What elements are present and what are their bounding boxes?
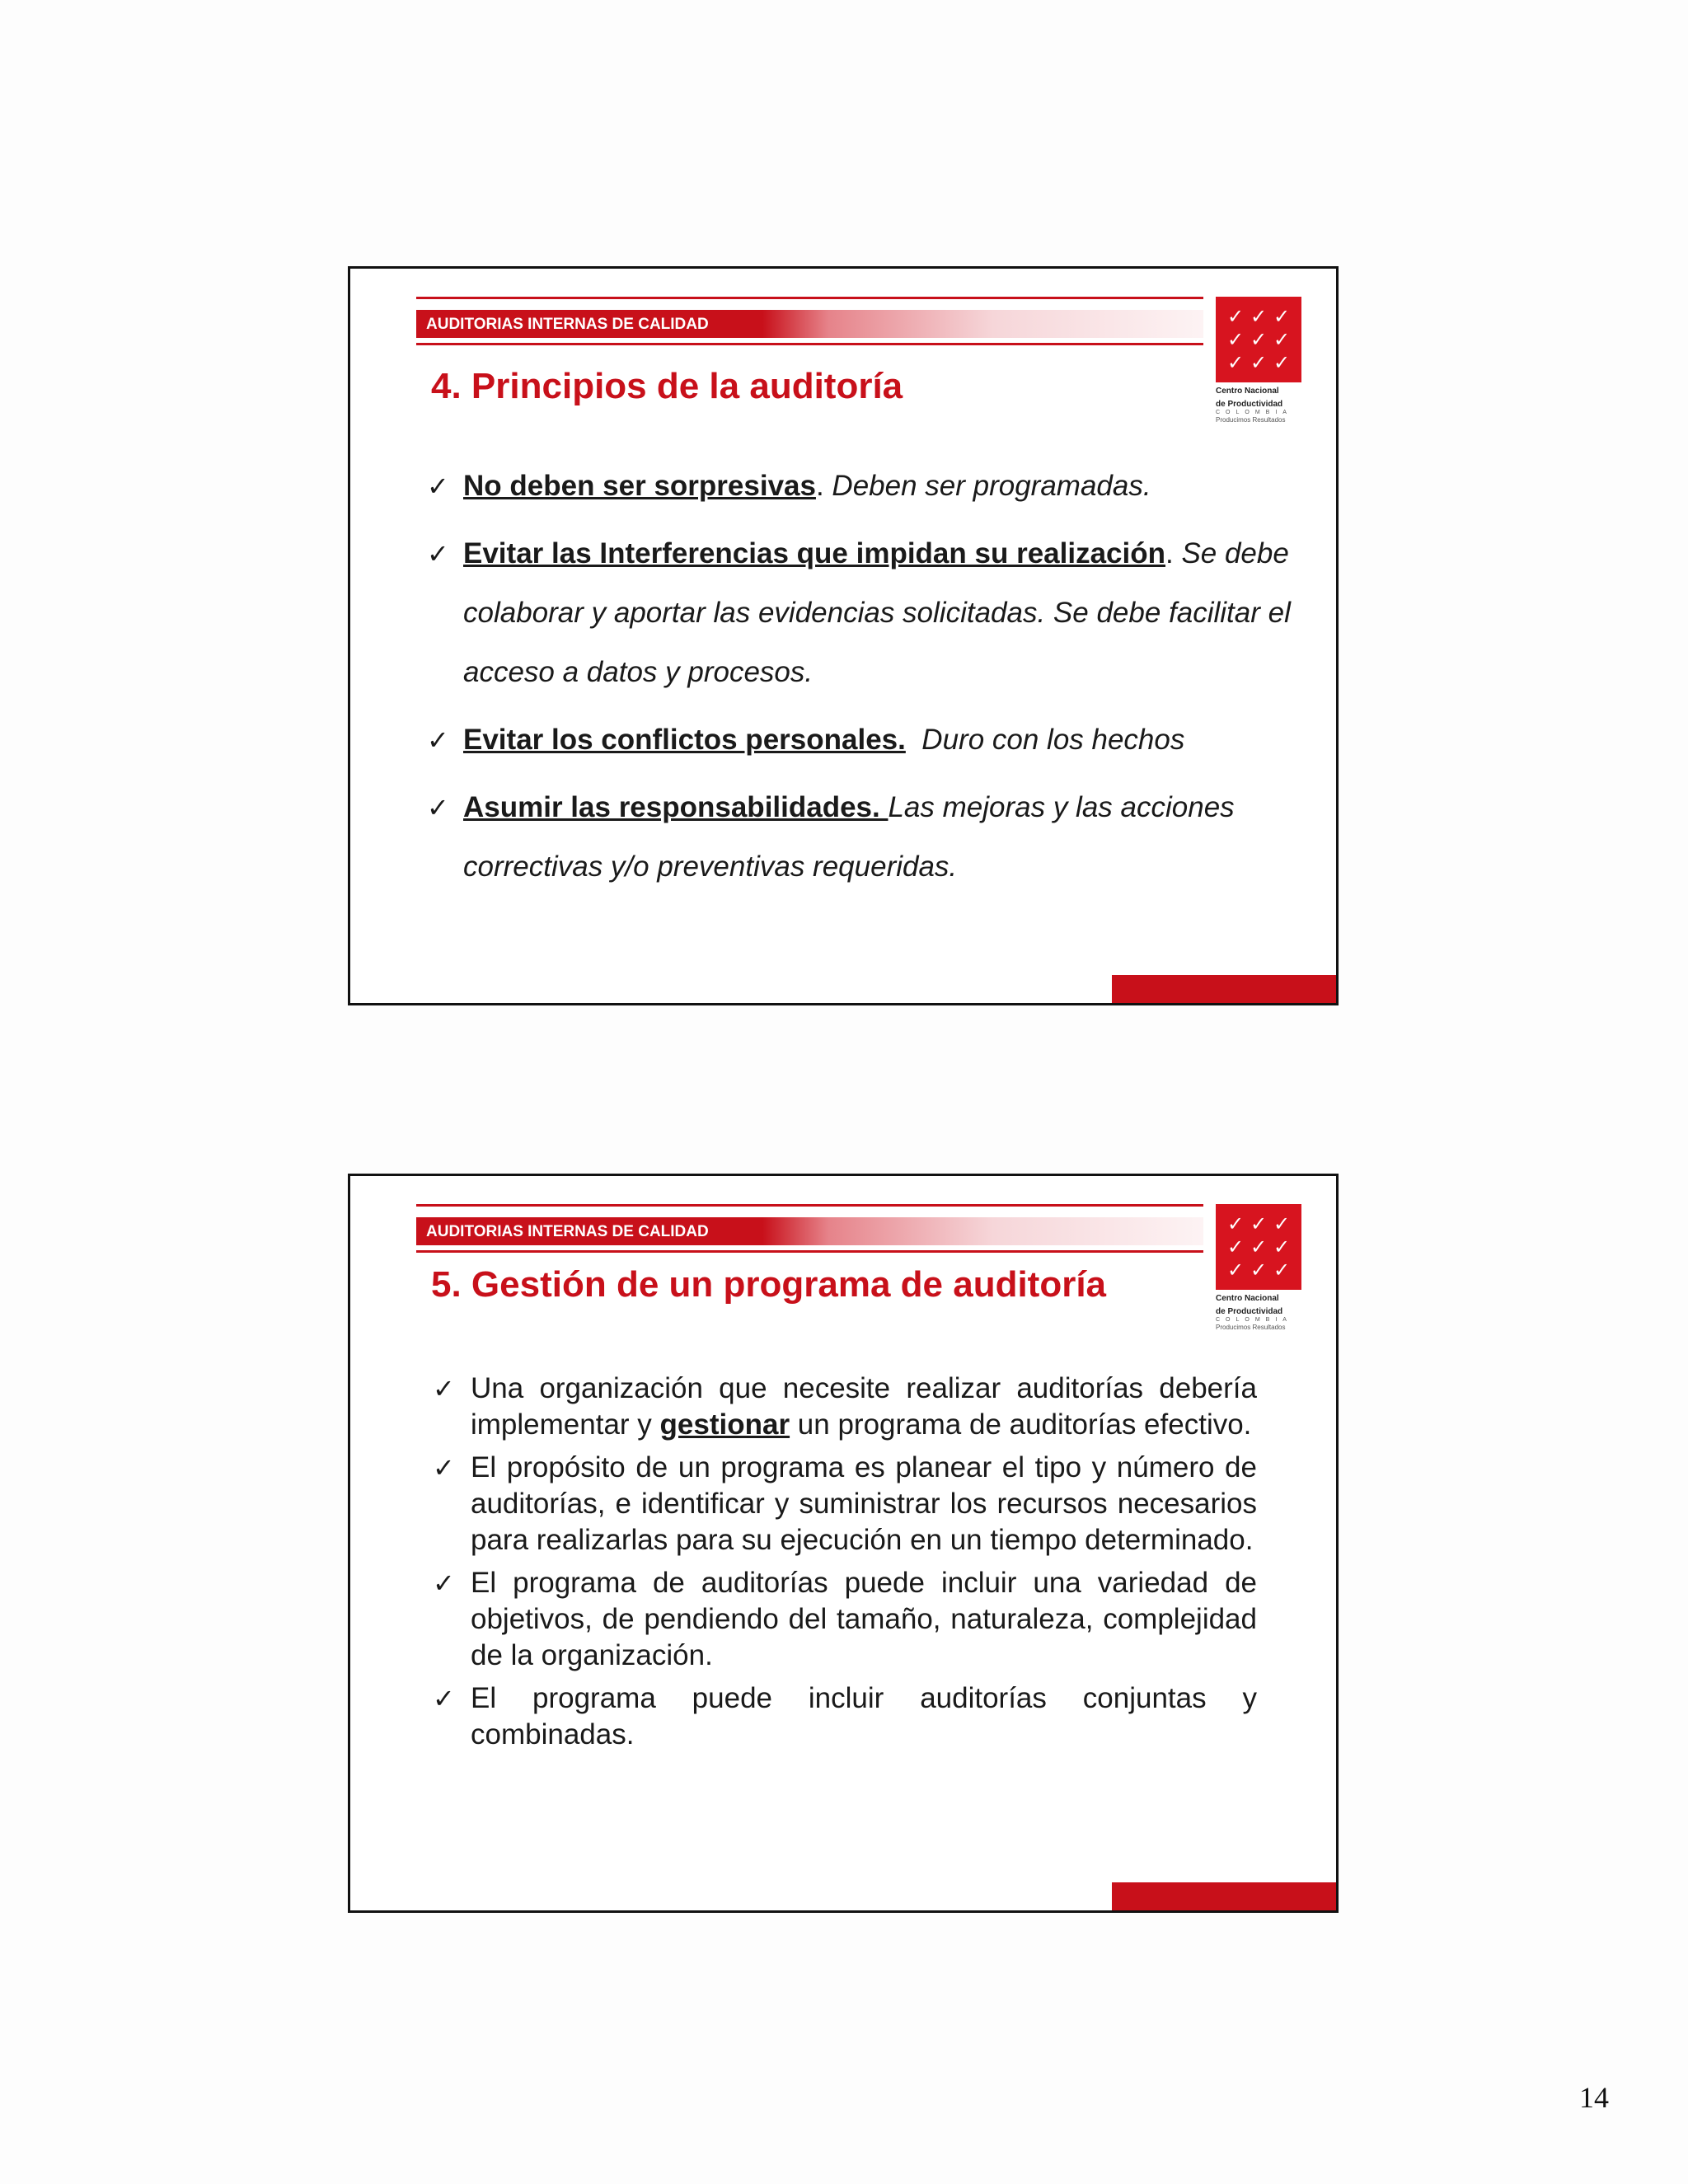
logo-tagline: Producimos Resultados [1216, 416, 1286, 424]
list-item [433, 1450, 1257, 1558]
bullet-separator [906, 724, 921, 756]
footer-accent-bar [1112, 975, 1336, 1003]
checkmark-icon: ✓ [427, 724, 449, 756]
bullet-detail: Las mejoras y las acciones correctivas y/o preventivas requeridas. [463, 791, 1235, 883]
bullet-separator: . [1165, 537, 1182, 569]
list-item [433, 1565, 1257, 1674]
checkmark-icon: ✓ [433, 1568, 455, 1599]
bullet-text-after: un programa de auditorías efectivo. [790, 1408, 1252, 1441]
list-item [427, 457, 1301, 516]
bullet-detail: Se debe colaborar y aportar las evidencias solicitadas. Se debe facilitar el acceso a datos y procesos. [463, 537, 1291, 688]
header-banner [416, 310, 1203, 338]
list-item [427, 710, 1301, 770]
checkmark-icon: ✓ [433, 1373, 455, 1404]
bullet-lead: Asumir las responsabilidades. [463, 791, 889, 823]
bullet-text: El programa puede incluir auditorías conjuntas y combinadas. [471, 1682, 1257, 1750]
list-item [427, 778, 1301, 897]
checkmark-icon: ✓ [433, 1683, 455, 1714]
slide-title: 5. Gestión de un programa de auditoría [431, 1264, 1107, 1305]
logo-name-line1: Centro Nacional [1216, 1294, 1279, 1303]
logo-tagline: Producimos Resultados [1216, 1324, 1286, 1331]
cnp-logo [1216, 297, 1305, 424]
bullet-text: El programa de auditorías puede incluir una variedad de objetivos, de pendiendo del tamaño, naturaleza, complejidad de la organización. [471, 1567, 1257, 1671]
list-item [433, 1680, 1257, 1753]
checkmark-icon: ✓ [427, 538, 449, 569]
logo-name-line2: de Productividad [1216, 1307, 1283, 1316]
checkmark-icon: ✓ [433, 1452, 455, 1483]
header-top-rule [416, 297, 1203, 299]
logo-country: COLOMBIA [1216, 410, 1292, 415]
page-number: 14 [1579, 2081, 1609, 2114]
slide-title: 4. Principios de la auditoría [431, 366, 903, 406]
logo-name-line1: Centro Nacional [1216, 387, 1279, 396]
header-bottom-rule [416, 1250, 1203, 1253]
list-item [433, 1371, 1257, 1443]
checkmarks-logo-icon: ✓ ✓ ✓ ✓ ✓ ✓ ✓ ✓ ✓ [1216, 297, 1301, 382]
bullet-list [427, 457, 1301, 897]
bullet-lead: Evitar las Interferencias que impidan su realización [463, 537, 1165, 569]
bullet-detail: Duro con los hechos [921, 724, 1185, 756]
checkmarks-logo-icon: ✓ ✓ ✓ ✓ ✓ ✓ ✓ ✓ ✓ [1216, 1204, 1301, 1290]
checkmark-icon: ✓ [427, 471, 449, 502]
header-label: AUDITORIAS INTERNAS DE CALIDAD [426, 316, 709, 333]
bullet-lead: No deben ser sorpresivas [463, 470, 816, 502]
slide-principios [348, 266, 1339, 1005]
slide-gestion-programa [348, 1174, 1339, 1913]
bullet-separator: . [815, 470, 832, 502]
header-bottom-rule [416, 343, 1203, 345]
bullet-emphasis: gestionar [659, 1408, 790, 1441]
cnp-logo [1216, 1204, 1305, 1331]
logo-country: COLOMBIA [1216, 1317, 1292, 1323]
bullet-list [433, 1371, 1257, 1753]
header-banner [416, 1217, 1203, 1245]
list-item [427, 524, 1301, 702]
bullet-detail: Deben ser programadas. [832, 470, 1151, 502]
bullet-text: El propósito de un programa es planear el tipo y número de auditorías, e identificar y suministrar los recursos necesarios para realizarlas para su ejecución en un tiempo determinado. [471, 1451, 1257, 1556]
bullet-lead: Evitar los conflictos personales. [463, 724, 906, 756]
logo-name-line2: de Productividad [1216, 400, 1283, 409]
bullet-text: Una organización que necesite realizar auditorías debería implementar y [471, 1372, 1257, 1441]
footer-accent-bar [1112, 1882, 1336, 1910]
header-label: AUDITORIAS INTERNAS DE CALIDAD [426, 1223, 709, 1240]
checkmark-icon: ✓ [427, 792, 449, 823]
header-top-rule [416, 1204, 1203, 1207]
